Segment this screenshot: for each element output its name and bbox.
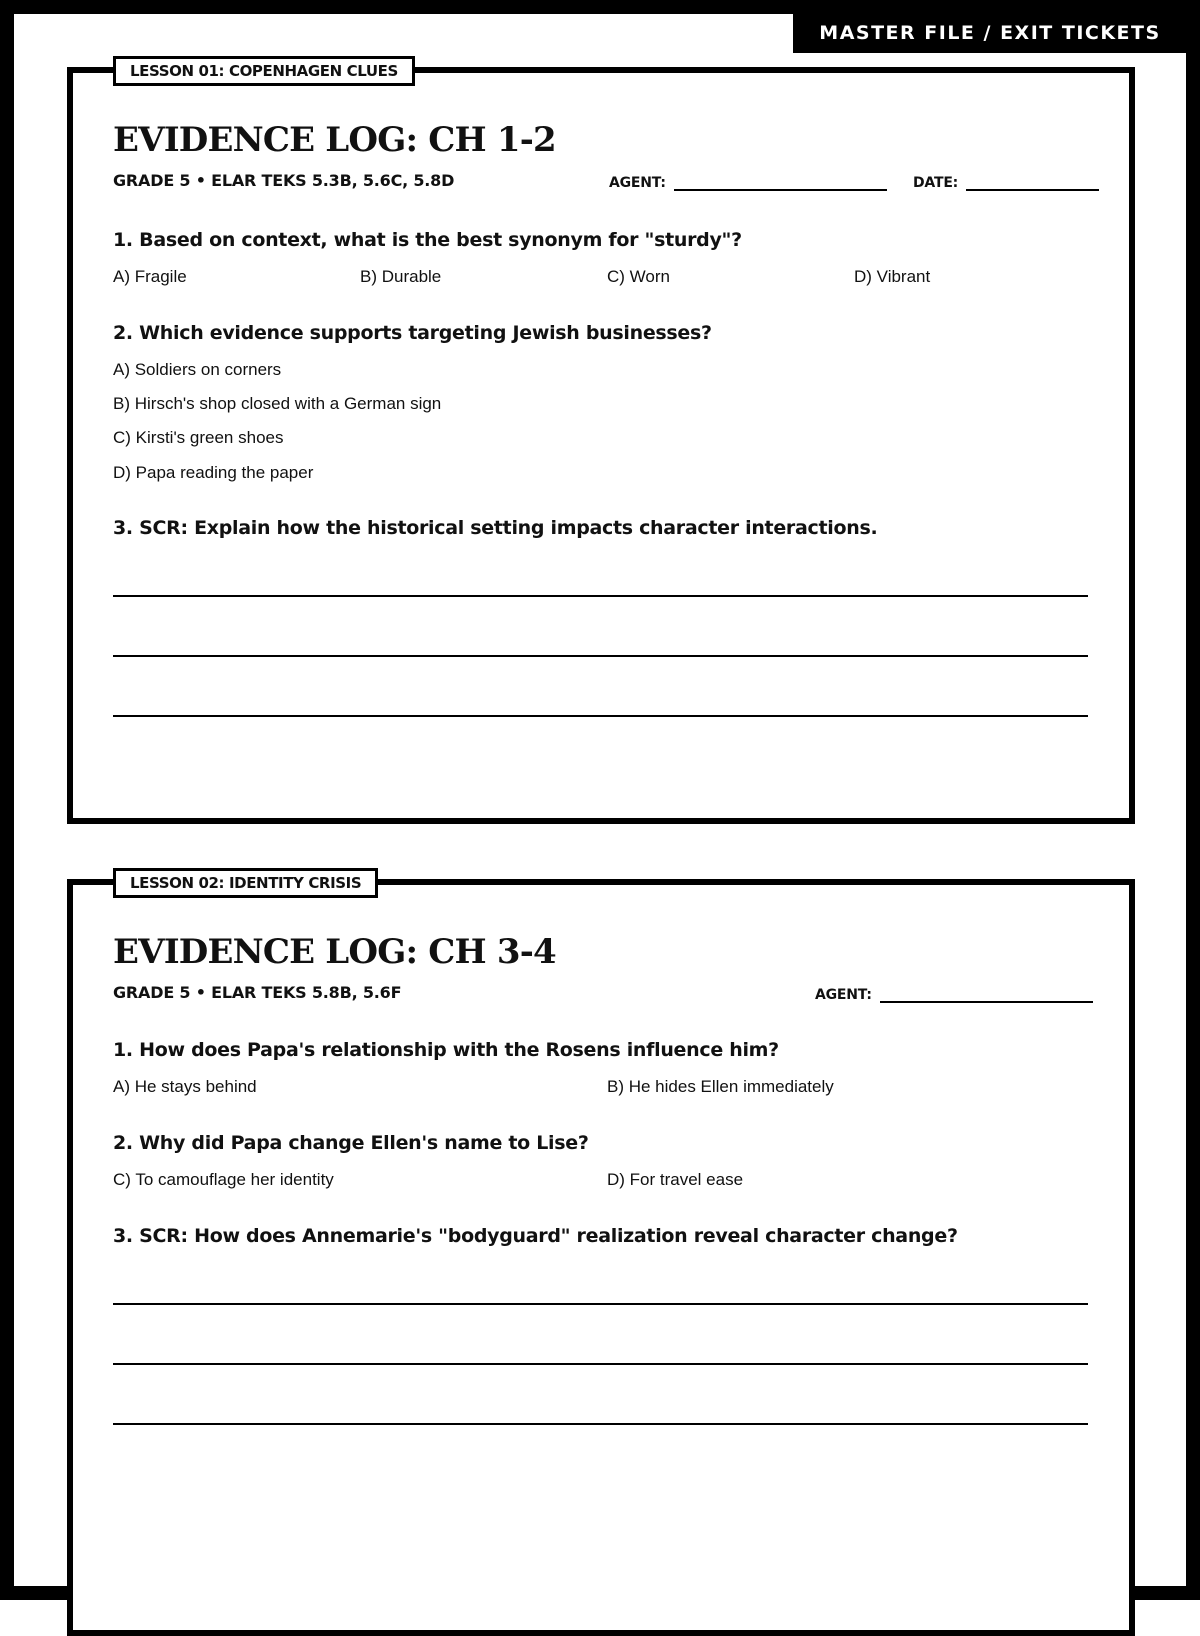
answer-option[interactable]: C) Worn [607, 267, 670, 286]
answer-option[interactable]: D) Papa reading the paper [113, 463, 314, 482]
lesson-tab: LESSON 01: COPENHAGEN CLUES [113, 56, 415, 86]
answer-write-line[interactable] [113, 655, 1088, 657]
question-1: 1. Based on context, what is the best synonym for "sturdy"? [113, 229, 742, 251]
answer-write-line[interactable] [113, 595, 1088, 597]
exit-ticket-lesson-02 [67, 874, 1135, 1636]
answer-write-line[interactable] [113, 1303, 1088, 1305]
question-2: 2. Why did Papa change Ellen's name to Lise? [113, 1132, 589, 1154]
answer-option[interactable]: A) He stays behind [113, 1077, 257, 1096]
answer-option[interactable]: B) Hirsch's shop closed with a German sign [113, 394, 442, 413]
answer-option[interactable]: D) For travel ease [607, 1170, 744, 1189]
lesson-tab: LESSON 02: IDENTITY CRISIS [113, 868, 378, 898]
answer-option[interactable]: A) Fragile [113, 267, 187, 286]
agent-input-line[interactable] [674, 169, 887, 191]
answer-write-line[interactable] [113, 1423, 1088, 1425]
answer-write-line[interactable] [113, 715, 1088, 717]
agent-label: AGENT: [815, 987, 872, 1003]
answer-option[interactable]: A) Soldiers on corners [113, 360, 282, 379]
exit-ticket-lesson-01 [67, 62, 1135, 824]
date-label: DATE: [913, 175, 959, 191]
grade-teks-label: GRADE 5 • ELAR TEKS 5.8B, 5.6F [113, 983, 402, 1002]
date-field [913, 169, 1099, 191]
answer-write-line[interactable] [113, 1363, 1088, 1365]
answer-option[interactable]: C) Kirsti's green shoes [113, 428, 284, 447]
agent-label: AGENT: [609, 175, 666, 191]
master-file-header: MASTER FILE / EXIT TICKETS [793, 13, 1187, 53]
agent-field [609, 169, 887, 191]
answer-option[interactable]: C) To camouflage her identity [113, 1170, 334, 1189]
date-input-line[interactable] [966, 169, 1099, 191]
answer-option[interactable]: B) Durable [360, 267, 442, 286]
question-3-scr: 3. SCR: Explain how the historical setting impacts character interactions. [113, 517, 878, 539]
agent-field [815, 981, 1093, 1003]
question-3-scr: 3. SCR: How does Annemarie's "bodyguard" realization reveal character change? [113, 1225, 958, 1247]
agent-input-line[interactable] [880, 981, 1093, 1003]
grade-teks-label: GRADE 5 • ELAR TEKS 5.3B, 5.6C, 5.8D [113, 171, 455, 190]
answer-option[interactable]: D) Vibrant [854, 267, 931, 286]
answer-option[interactable]: B) He hides Ellen immediately [607, 1077, 834, 1096]
question-2: 2. Which evidence supports targeting Jewish businesses? [113, 322, 712, 344]
ticket-title: EVIDENCE LOG: CH 1-2 [113, 120, 556, 160]
question-1: 1. How does Papa's relationship with the Rosens influence him? [113, 1039, 779, 1061]
ticket-title: EVIDENCE LOG: CH 3-4 [113, 932, 556, 972]
